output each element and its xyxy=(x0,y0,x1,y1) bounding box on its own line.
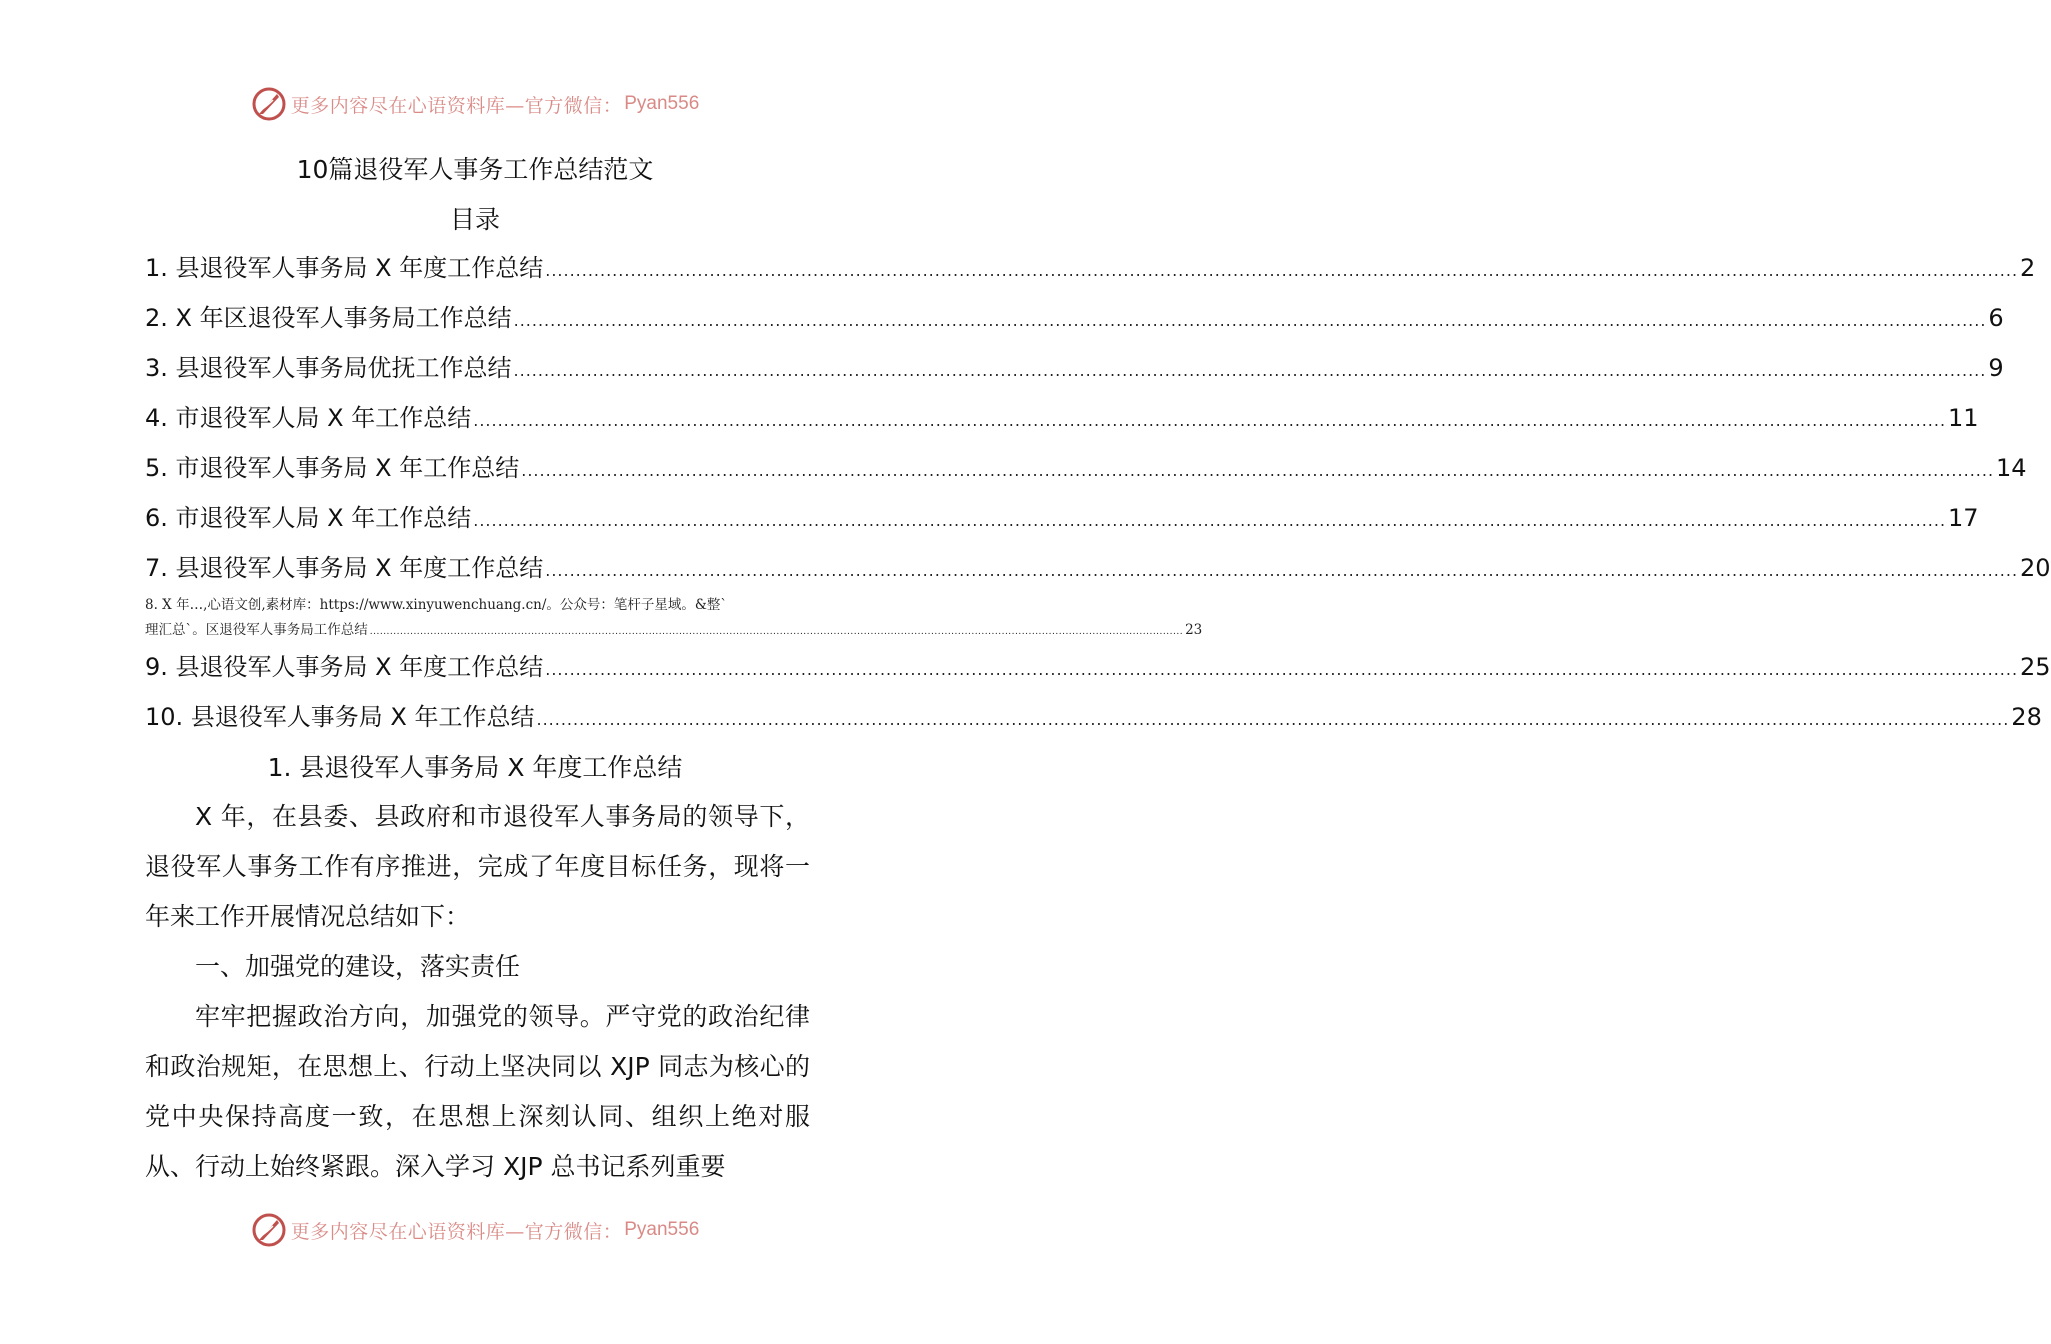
toc-entry-3[interactable] xyxy=(145,348,2004,388)
section-heading: 1. 县退役军人事务局 X 年度工作总结 xyxy=(267,753,683,782)
toc-entry-page: 14 xyxy=(1996,454,2027,482)
toc-entry-label: 5. 市退役军人事务局 X 年工作总结 xyxy=(145,454,520,482)
toc-entry-page: 23 xyxy=(1185,622,1203,638)
toc-entry-page: 11 xyxy=(1948,404,1979,432)
toc-entry-label: 2. X 年区退役军人事务局工作总结 xyxy=(145,304,512,332)
toc-entry-7[interactable] xyxy=(145,548,2051,588)
quill-logo-icon xyxy=(251,86,287,122)
toc-leader-dots xyxy=(543,650,2020,690)
toc-heading: 目录 xyxy=(449,205,500,234)
watermark-banner-top xyxy=(0,84,950,124)
toc-leader-dots xyxy=(543,551,2020,591)
toc-entry-4[interactable] xyxy=(145,398,1979,438)
toc-entry-page: 25 xyxy=(2020,653,2051,681)
watermark-text: 更多内容尽在心语资料库—官方微信： xyxy=(290,1220,623,1243)
watermark-text: 更多内容尽在心语资料库—官方微信： xyxy=(290,94,623,117)
toc-entry-9[interactable] xyxy=(145,647,2051,687)
toc-entry-page: 2 xyxy=(2020,254,2036,282)
toc-entry-label: 7. 县退役军人事务局 X 年度工作总结 xyxy=(145,554,544,582)
toc-entry-page: 6 xyxy=(1988,304,2004,332)
toc-entry-page: 28 xyxy=(2011,703,2042,731)
toc-entry-8-line-2[interactable] xyxy=(145,618,1203,644)
watermark-wechat-id: Pyan556 xyxy=(624,93,700,114)
toc-entry-label: 理汇总`。区退役军人事务局工作总结 xyxy=(145,622,368,638)
toc-entry-8-line-1[interactable]: 8. X 年…,心语文创,素材库：https://www.xinyuwenchuang.cn/。公众号：笔杆子星域。&整` xyxy=(145,597,728,613)
toc-entry-label: 9. 县退役军人事务局 X 年度工作总结 xyxy=(145,653,544,681)
toc-leader-dots xyxy=(471,401,1948,441)
toc-entry-page: 9 xyxy=(1988,354,2004,382)
toc-entry-label: 3. 县退役军人事务局优抚工作总结 xyxy=(145,354,512,382)
toc-entry-1[interactable] xyxy=(145,248,2036,288)
toc-leader-dots xyxy=(543,251,2020,291)
toc-entry-2[interactable] xyxy=(145,298,2004,338)
body-paragraph: 牢牢把握政治方向，加强党的领导。严守党的政治纪律和政治规矩，在思想上、行动上坚决同以 XJP 同志为核心的党中央保持高度一致，在思想上深刻认同、组织上绝对服从、行动上始终紧跟。深入学习 XJP 总书记系列重要 xyxy=(145,1002,810,1181)
toc-entry-10[interactable] xyxy=(145,697,2042,737)
toc-entry-page: 17 xyxy=(1948,504,1979,532)
toc-entry-label: 6. 市退役军人局 X 年工作总结 xyxy=(145,504,472,532)
toc-entry-5[interactable] xyxy=(145,448,2027,488)
toc-leader-dots xyxy=(368,620,1185,644)
watermark-wechat-id: Pyan556 xyxy=(624,1219,700,1240)
toc-leader-dots xyxy=(519,451,1996,491)
toc-entry-6[interactable] xyxy=(145,498,1979,538)
toc-leader-dots xyxy=(535,700,2012,740)
quill-logo-icon xyxy=(251,1212,287,1248)
document-title: 10篇退役军人事务工作总结范文 xyxy=(296,155,654,184)
toc-entry-page: 20 xyxy=(2020,554,2051,582)
toc-entry-label: 4. 市退役军人局 X 年工作总结 xyxy=(145,404,472,432)
watermark-banner-bottom xyxy=(0,1210,950,1250)
toc-entry-label: 10. 县退役军人事务局 X 年工作总结 xyxy=(145,703,535,731)
toc-leader-dots xyxy=(512,351,1989,391)
toc-entry-label: 1. 县退役军人事务局 X 年度工作总结 xyxy=(145,254,544,282)
toc-leader-dots xyxy=(471,501,1948,541)
toc-leader-dots xyxy=(512,301,1989,341)
intro-paragraph: X 年，在县委、县政府和市退役军人事务局的领导下，退役军人事务工作有序推进，完成了年度目标任务，现将一年来工作开展情况总结如下： xyxy=(145,802,810,931)
subheading: 一、加强党的建设，落实责任 xyxy=(195,952,521,981)
